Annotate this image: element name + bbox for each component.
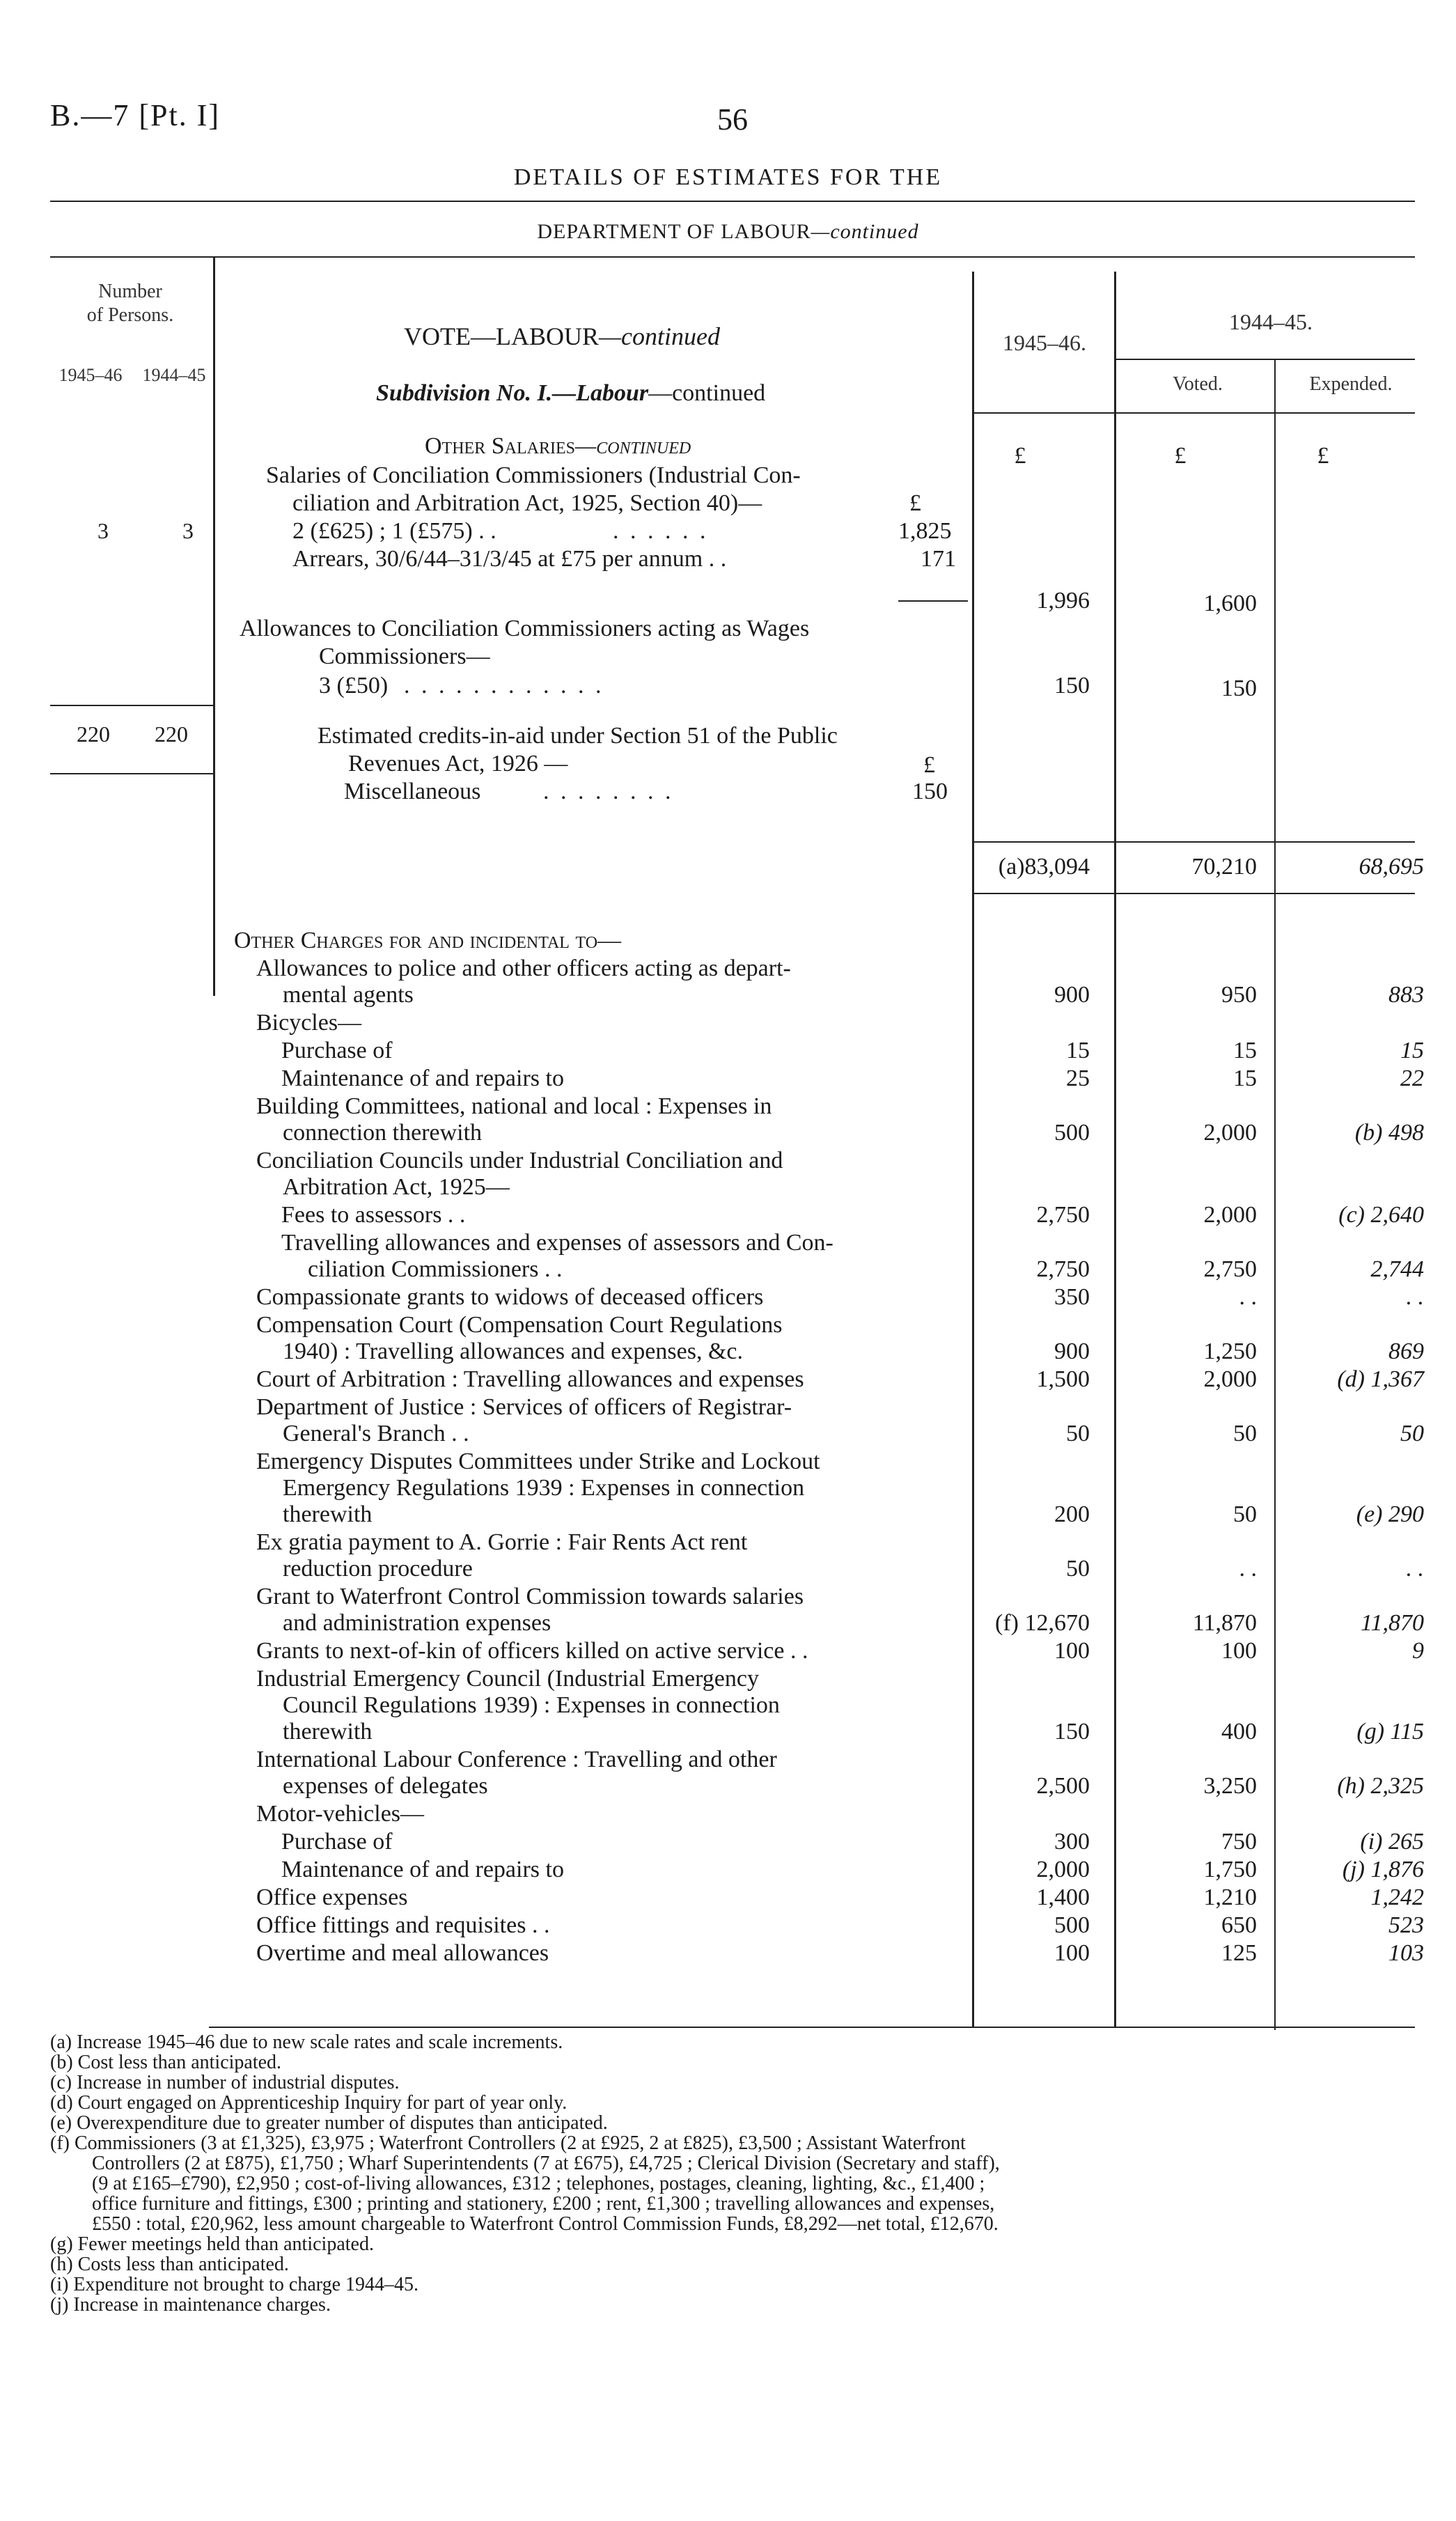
charge-amount-1945: 1,400 (1036, 1884, 1090, 1910)
charge-amount-1945: 2,000 (1036, 1857, 1090, 1882)
persons-heading-line2: of Persons. (86, 304, 174, 326)
charge-amount-1945: 1,500 (1036, 1366, 1090, 1392)
charge-expended-1944: 1,242 (1370, 1884, 1424, 1910)
charge-voted-1944: 2,000 (1203, 1366, 1257, 1392)
charge-amount-1945: 25 (1066, 1066, 1090, 1091)
charge-label-line: Grants to next-of-kin of officers killed on active service . . (256, 1638, 808, 1664)
charge-amount-1945: 150 (1054, 1719, 1090, 1745)
charge-expended-1944: 11,870 (1361, 1610, 1424, 1636)
charge-amount-1945: 100 (1054, 1940, 1090, 1966)
footnotes (50, 2032, 1415, 2315)
voted-heading: Voted. (1173, 373, 1223, 395)
charge-voted-1944: 950 (1221, 982, 1257, 1008)
charge-expended-1944: (d) 1,367 (1337, 1366, 1424, 1392)
footnote-line: (h) Costs less than anticipated. (50, 2254, 289, 2275)
charge-amount-1945: 15 (1066, 1038, 1090, 1063)
charge-label-line: Industrial Emergency Council (Industrial Emergency (256, 1666, 759, 1692)
charge-label-line: Council Regulations 1939) : Expenses in connection (283, 1692, 780, 1718)
persons-column-divider (213, 258, 215, 996)
footnote-line: (c) Increase in number of industrial disputes. (50, 2072, 400, 2093)
charge-voted-1944: 1,250 (1203, 1338, 1257, 1364)
footnote-line: £550 : total, £20,962, less amount chargeable to Waterfront Control Commission Funds, £8,292—net total, £12,670. (92, 2213, 999, 2235)
persons-heading (64, 280, 196, 327)
persons-1944-conciliation: 3 (182, 518, 194, 543)
charge-label-line: Arbitration Act, 1925— (283, 1174, 510, 1200)
charge-voted-1944: 2,750 (1203, 1256, 1257, 1282)
charge-label-line: connection therewith (283, 1120, 483, 1146)
charge-label-line: Conciliation Councils under Industrial Conciliation and (256, 1148, 783, 1173)
charge-expended-1944: (i) 265 (1360, 1829, 1424, 1855)
other-charges-heading: Other Charges for and incidental to— (234, 928, 622, 953)
charge-amount-1945: 50 (1066, 1556, 1090, 1582)
charge-expended-1944: 22 (1400, 1066, 1424, 1091)
charge-voted-1944: 3,250 (1203, 1773, 1257, 1799)
charge-amount-1945: 100 (1054, 1638, 1090, 1664)
charge-label-line: Ex gratia payment to A. Gorrie : Fair Rents Act rent (256, 1529, 748, 1555)
salaries-grand-total-voted: 70,210 (1191, 854, 1257, 880)
expended-heading: Expended. (1309, 373, 1393, 395)
charge-label-line: Compensation Court (Compensation Court Regulations (256, 1312, 783, 1338)
other-salaries-heading (425, 433, 691, 460)
salaries-line-4-amount: 171 (921, 546, 956, 572)
charge-voted-1944: 50 (1233, 1421, 1257, 1446)
charge-expended-1944: 9 (1412, 1638, 1424, 1664)
title-rule (50, 201, 1415, 202)
charge-amount-1945: 300 (1054, 1829, 1090, 1855)
charge-expended-1944: . . (1406, 1284, 1424, 1310)
page-title: DETAILS OF ESTIMATES FOR THE (513, 164, 943, 190)
charge-label-line: therewith (283, 1719, 373, 1745)
allowances-line-2: Commissioners— (319, 643, 490, 669)
page-number: 56 (717, 102, 748, 136)
totals-top-rule (972, 841, 1415, 843)
charge-voted-1944: 650 (1221, 1912, 1257, 1938)
persons-1945-total: 220 (77, 721, 110, 747)
charge-voted-1944: 11,870 (1192, 1610, 1257, 1636)
department-continued: —continued (811, 220, 919, 243)
charge-label-line: Purchase of (281, 1038, 393, 1063)
charge-expended-1944: 50 (1400, 1421, 1424, 1446)
charge-label-line: Purchase of (281, 1829, 393, 1855)
column-heading-rule (972, 412, 1415, 414)
footnote-line: (a) Increase 1945–46 due to new scale rates and scale increments. (50, 2031, 563, 2053)
year-1944-heading: 1944–45. (1229, 309, 1313, 334)
charge-label-line: 1940) : Travelling allowances and expenses, &c. (283, 1338, 743, 1364)
persons-heading-line1: Number (98, 281, 162, 302)
charge-label-line: Maintenance of and repairs to (281, 1066, 564, 1091)
salaries-total-1945: 1,996 (1036, 588, 1090, 614)
footnote-line: Controllers (2 at £875), £1,750 ; Wharf Superintendents (7 at £675), £4,725 ; Clerical Division (Secretary and staff), (92, 2153, 1000, 2174)
charge-label-line: expenses of delegates (283, 1773, 488, 1799)
persons-rule (50, 705, 214, 706)
footnote-line: (9 at £165–£790), £2,950 ; cost-of-living allowances, £312 ; telephones, postages, cleaning, lighting, &c., £1,400 ; (92, 2173, 985, 2194)
charge-label-line: Fees to assessors . . (281, 1202, 466, 1228)
charge-label-line: Emergency Regulations 1939 : Expenses in connection (283, 1475, 805, 1501)
charge-label-line: and administration expenses (283, 1610, 551, 1636)
charge-amount-1945: 2,750 (1036, 1202, 1090, 1228)
department-name: DEPARTMENT OF LABOUR (537, 220, 811, 243)
charge-expended-1944: (b) 498 (1354, 1120, 1424, 1146)
charge-label-line: Building Committees, national and local : Expenses in (256, 1093, 772, 1119)
salaries-line-3: 2 (£625) ; 1 (£575) . . (292, 518, 496, 544)
charge-expended-1944: (h) 2,325 (1337, 1773, 1424, 1799)
subtotal-rule (898, 600, 968, 602)
charge-label-line: General's Branch . . (283, 1421, 469, 1446)
footnote-line: (j) Increase in maintenance charges. (50, 2294, 331, 2316)
table-top-rule (50, 256, 1415, 258)
charge-label-line: ciliation Commissioners . . (308, 1256, 563, 1282)
charge-voted-1944: 15 (1233, 1038, 1257, 1063)
salaries-total-voted: 1,600 (1203, 591, 1257, 616)
charge-label-line: International Labour Conference : Travelling and other (256, 1747, 777, 1772)
charge-label-line: Motor-vehicles— (256, 1801, 425, 1827)
charge-expended-1944: (g) 115 (1356, 1719, 1424, 1745)
salaries-line-2-unit: £ (909, 490, 921, 516)
salaries-grand-total-1945: (a)83,094 (998, 854, 1090, 880)
charge-voted-1944: 400 (1221, 1719, 1257, 1745)
pound-sign-expended: £ (1317, 443, 1329, 469)
subdivision-title (376, 380, 765, 407)
charge-label-line: Overtime and meal allowances (256, 1940, 549, 1966)
charge-expended-1944: (c) 2,640 (1338, 1202, 1424, 1228)
charge-amount-1945: 2,500 (1036, 1773, 1090, 1799)
charge-voted-1944: 2,000 (1203, 1120, 1257, 1146)
charge-expended-1944: (j) 1,876 (1342, 1857, 1424, 1882)
table-bottom-rule (209, 2027, 1415, 2028)
charge-label-line: Maintenance of and repairs to (281, 1857, 564, 1882)
charge-voted-1944: 50 (1233, 1501, 1257, 1527)
charge-amount-1945: (f) 12,670 (995, 1610, 1090, 1636)
credits-line-1: Estimated credits-in-aid under Section 51 of the Public (318, 723, 838, 749)
footnote-line: (i) Expenditure not brought to charge 1944–45. (50, 2274, 419, 2295)
charge-voted-1944: 15 (1233, 1066, 1257, 1091)
vote-title (404, 322, 720, 351)
other-salaries-heading-text: Other Salaries (425, 433, 575, 459)
allowances-1945: 150 (1054, 673, 1090, 698)
column-expended-rule (1274, 359, 1276, 2030)
charge-expended-1944: 523 (1388, 1912, 1424, 1938)
allowances-line-3: 3 (£50) (319, 673, 389, 698)
charge-label-line: Office fittings and requisites . . (256, 1912, 550, 1938)
department-subtitle (0, 220, 1456, 244)
charge-label-line: mental agents (283, 982, 414, 1008)
year-1945-heading: 1945–46. (1003, 330, 1086, 355)
footnote-line: office furniture and fittings, £300 ; printing and stationery, £200 ; rent, £1,300 ; travelling allowances and expenses, (92, 2193, 995, 2215)
salaries-grand-total-expended: 68,695 (1359, 854, 1424, 880)
credits-unit: £ (923, 752, 935, 778)
charge-expended-1944: . . (1406, 1556, 1424, 1582)
miscellaneous-dots: . . . . . . . . (543, 779, 674, 804)
footnote-line: (f) Commissioners (3 at £1,325), £3,975 ; Waterfront Controllers (2 at £925, 2 at £825), £3,500 ; Assistant Waterfront (50, 2132, 966, 2154)
persons-1944-total: 220 (155, 721, 188, 747)
charge-label-line: Office expenses (256, 1884, 408, 1910)
persons-year-b: 1944–45 (142, 365, 206, 385)
charge-label-line: reduction procedure (283, 1556, 473, 1582)
salaries-line-3-amount: 1,825 (898, 518, 952, 544)
other-salaries-continued: —continued (574, 433, 691, 459)
charge-label-line: Court of Arbitration : Travelling allowances and expenses (256, 1366, 804, 1392)
salaries-line-1: Salaries of Conciliation Commissioners (Industrial Con- (266, 462, 801, 488)
charge-expended-1944: 869 (1388, 1338, 1424, 1364)
charge-voted-1944: 2,000 (1203, 1202, 1257, 1228)
charge-voted-1944: 1,750 (1203, 1857, 1257, 1882)
vote-title-main: VOTE—LABOUR (404, 322, 599, 350)
subdivision-continued: —continued (648, 380, 766, 406)
charge-expended-1944: 2,744 (1370, 1256, 1424, 1282)
salaries-line-4: Arrears, 30/6/44–31/3/45 at £75 per annum . . (292, 546, 727, 572)
charge-voted-1944: . . (1239, 1556, 1257, 1582)
charge-amount-1945: 200 (1054, 1501, 1090, 1527)
miscellaneous-amount: 150 (912, 779, 948, 804)
pound-sign-1945: £ (1014, 443, 1026, 469)
charge-voted-1944: 750 (1221, 1829, 1257, 1855)
charge-amount-1945: 2,750 (1036, 1256, 1090, 1282)
column-1945-left-rule (972, 272, 974, 2027)
charge-expended-1944: 103 (1388, 1940, 1424, 1966)
charge-voted-1944: 125 (1221, 1940, 1257, 1966)
charge-label-line: Compassionate grants to widows of deceased officers (256, 1284, 764, 1310)
footnote-line: (b) Cost less than anticipated. (50, 2052, 282, 2073)
allowances-line-1: Allowances to Conciliation Commissioners acting as Wages (240, 616, 810, 641)
persons-rule-2 (50, 773, 214, 774)
pound-sign-voted: £ (1174, 443, 1187, 469)
charge-label-line: Emergency Disputes Committees under Strike and Lockout (256, 1449, 820, 1474)
footnote-line: (e) Overexpenditure due to greater number of disputes than anticipated. (50, 2112, 608, 2134)
charge-voted-1944: . . (1239, 1284, 1257, 1310)
charge-expended-1944: (e) 290 (1356, 1501, 1424, 1527)
allowances-dots: . . . . . . . . . . . . (404, 673, 604, 698)
persons-1945-conciliation: 3 (97, 518, 109, 543)
charge-label-line: Allowances to police and other officers acting as depart- (256, 955, 791, 981)
vote-title-continued: —continued (598, 322, 720, 350)
years-subheading-rule (1114, 359, 1415, 360)
footnote-line: (d) Court engaged on Apprenticeship Inquiry for part of year only. (50, 2092, 567, 2114)
document-reference: B.—7 [Pt. I] (50, 98, 220, 132)
salaries-line-3-dots: . . . . . . (613, 518, 709, 544)
persons-year-a: 1945–46 (58, 365, 123, 385)
charge-amount-1945: 900 (1054, 982, 1090, 1008)
column-1945-right-rule (1114, 272, 1116, 2027)
credits-line-2: Revenues Act, 1926 — (348, 751, 568, 776)
charge-amount-1945: 500 (1054, 1912, 1090, 1938)
charge-amount-1945: 500 (1054, 1120, 1090, 1146)
charge-expended-1944: 883 (1388, 982, 1424, 1008)
charge-label-line: Travelling allowances and expenses of assessors and Con- (281, 1230, 833, 1256)
allowances-voted: 150 (1221, 676, 1257, 701)
footnote-line: (g) Fewer meetings held than anticipated. (50, 2233, 374, 2255)
charge-amount-1945: 900 (1054, 1338, 1090, 1364)
charge-label-line: Grant to Waterfront Control Commission towards salaries (256, 1584, 804, 1609)
charge-label-line: Department of Justice : Services of officers of Registrar- (256, 1394, 792, 1420)
charge-label-line: Bicycles— (256, 1010, 362, 1036)
miscellaneous-label: Miscellaneous (344, 779, 481, 804)
charge-voted-1944: 1,210 (1203, 1884, 1257, 1910)
charge-amount-1945: 50 (1066, 1421, 1090, 1446)
charge-voted-1944: 100 (1221, 1638, 1257, 1664)
totals-bottom-rule (972, 893, 1415, 894)
charge-label-line: therewith (283, 1501, 373, 1527)
subdivision-name: Subdivision No. I.—Labour (376, 380, 649, 406)
charge-expended-1944: 15 (1400, 1038, 1424, 1063)
charge-amount-1945: 350 (1054, 1284, 1090, 1310)
salaries-line-2: ciliation and Arbitration Act, 1925, Section 40)— (292, 490, 762, 516)
